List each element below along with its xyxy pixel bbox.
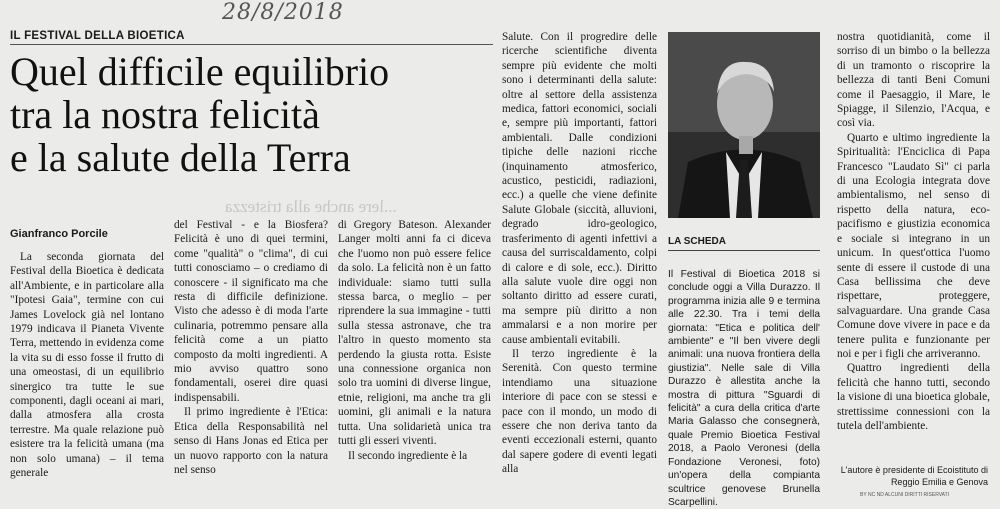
license-mark: BY NC ND ALCUNI DIRITTI RISERVATI xyxy=(860,492,950,498)
article-column-3 xyxy=(338,218,491,463)
divider xyxy=(668,250,820,251)
paragraph: Quattro ingredienti della felicità che hanno tutti, secondo la visione di una bioetica globale, strettissime connessioni con la tutela dell'ambiente. xyxy=(837,362,990,432)
headline-line: e la salute della Terra xyxy=(10,135,351,180)
paragraph: nostra quotidianità, come il sorriso di un bimbo o la bellezza di un tramonto o riscoprire la bellezza di tanti Beni Comuni come il Paesaggio, il Mare, le Spiagge, il Silenzio, l'Acqua, e così via. xyxy=(837,31,990,130)
headline-line: tra la nostra felicità xyxy=(10,92,320,137)
divider xyxy=(10,44,493,45)
portrait-photo xyxy=(668,32,820,218)
author-note: L'autore è presidente di Ecoistituto di Reggio Emilia e Genova xyxy=(840,465,988,487)
paragraph: Il terzo ingrediente è la Serenità. Con questo termine intendiamo una situazione interiore di pace con se stessi e pace con il mondo, un modo di essere che non deriva tanto da eventi eccezionali esterni, quanto dal sapere godere di eventi legati alla xyxy=(502,347,657,476)
sidebar-label: LA SCHEDA xyxy=(668,236,726,247)
paragraph: del Festival - e la Biosfera? Felicità è uno di quei termini, come "qualità" o "clima", di cui tutti conosciamo – o crediamo di conoscere - il significato ma che resta di difficile definizione. Visto che adesso è di moda l'arte culinaria, potremmo pensare alla felicità come a un piatto composto da molti ingredienti. A mio avviso quattro sono fondamentali, oserei dire quasi indispensabili. xyxy=(174,219,328,404)
headline xyxy=(10,50,495,179)
bleed-through-text: ...lere anche alla tristezza xyxy=(225,197,397,216)
article-column-2 xyxy=(174,218,328,477)
article-column-4 xyxy=(502,30,657,477)
paragraph: Il secondo ingrediente è la xyxy=(348,449,468,462)
kicker: IL FESTIVAL DELLA BIOETICA xyxy=(10,30,185,42)
sidebar-box xyxy=(668,268,820,509)
article-column-1 xyxy=(10,250,164,481)
paragraph: Salute. Con il progredire delle ricerche scientifiche diventa sempre più evidente che molti sono i determinanti della salute: oltre al settore della assistenza medica, fattori economici, sociali e, sempre più importanti, fattori ambientali. Dalle condizioni tipiche delle nazioni ricche (inquinamento atmosferico, acustico, pesticidi, radiazioni, ecc.) a quelle che viene definite Salute Globale (siccità, alluvioni, degrado idro-geologico, trasferimento di agenti infettivi a causa del surriscaldamento, colpi di calore e di sole, ecc.). Diritto alla salute vuole dire oggi non soltanto diritto ad essere curati, ma sempre più diritto a non ammalarsi e a non morire per cause ambientali evitabili. xyxy=(502,31,657,346)
headline-line: Quel difficile equilibrio xyxy=(10,49,390,94)
paragraph: Quarto e ultimo ingrediente la Spiritualità: l'Enciclica di Papa Francesco "Laudato Sì" ci parla di una Ecologia integrata dove ambientalismo, nel senso di rispetto della natura, eco-pacifismo e giustizia economica e sociale si integrano in un unicum. In quest'ottica l'uomo sente di essere il custode di una Casa bellissima che deve rispettare, proteggere, salvaguardare. Una grande Casa Comune dove vivere in pace e da tenere pulita e funzionante per noi e per i figli che arriveranno. xyxy=(837,131,990,360)
byline: Gianfranco Porcile xyxy=(10,228,108,240)
sidebar-text: Il Festival di Bioetica 2018 si conclude oggi a Villa Durazzo. Il programma inizia alle 9 e termina alle 22.30. Tra i temi della giornata: "Etica e politica dell' ambiente" e "Il ben vivere degli animali: una nuova frontiera della giustizia". Nelle sale di Villa Durazzo è allestita anche la mostra di pittura "Sguardi di felicità" a cura della critica d'arte Maria Galasso che consegnerà, quale Premio Bioetica Festival 2018, a Paolo Veronesi (della Fondazione Veronesi, foto) un'opera della compianta scultrice genovese Brunella Scarpellini. xyxy=(668,269,820,508)
paragraph: di Gregory Bateson. Alexander Langer molti anni fa ci diceva che l'uomo non può essere felice da solo. La felicità non è un fatto individuale: siamo tutti sulla stessa barca, o meglio – per riprendere la sua immagine - tutti sulla stessa astronave, che tra l'altro in questo momento sta perdendo la giusta rotta. Esiste una connessione organica non solo tra uomini di diverse lingue, etnie, religioni, ma anche tra gli uomini, gli animali e la natura tutta. Una solidarietà unica tra tutti gli esseri viventi. xyxy=(338,219,491,448)
paragraph: Il primo ingrediente è l'Etica: Etica della Responsabilità nel senso di Hans Jonas ed Etica per un nuovo rapporto con la natura nel senso xyxy=(174,406,328,476)
paragraph: La seconda giornata del Festival della Bioetica è dedicata all'Ambiente, e in particolare alla "Ipotesi Gaia", termine con cui James Lovelock già nel lontano 1979 indicava il Pianeta Vivente Terra, mettendo in evidenza come la vita su di esso fosse il frutto di una omeostasi, di un equilibrio sinergico tra tutte le sue componenti, dagli oceani ai mari, dalla atmosfera alla crosta terrestre. Ma quale relazione può esistere tra la felicità umana (ma non solo umana) – il tema generale xyxy=(10,251,164,480)
handwritten-date: 28/8/2018 xyxy=(222,0,344,25)
article-column-5 xyxy=(837,30,990,433)
